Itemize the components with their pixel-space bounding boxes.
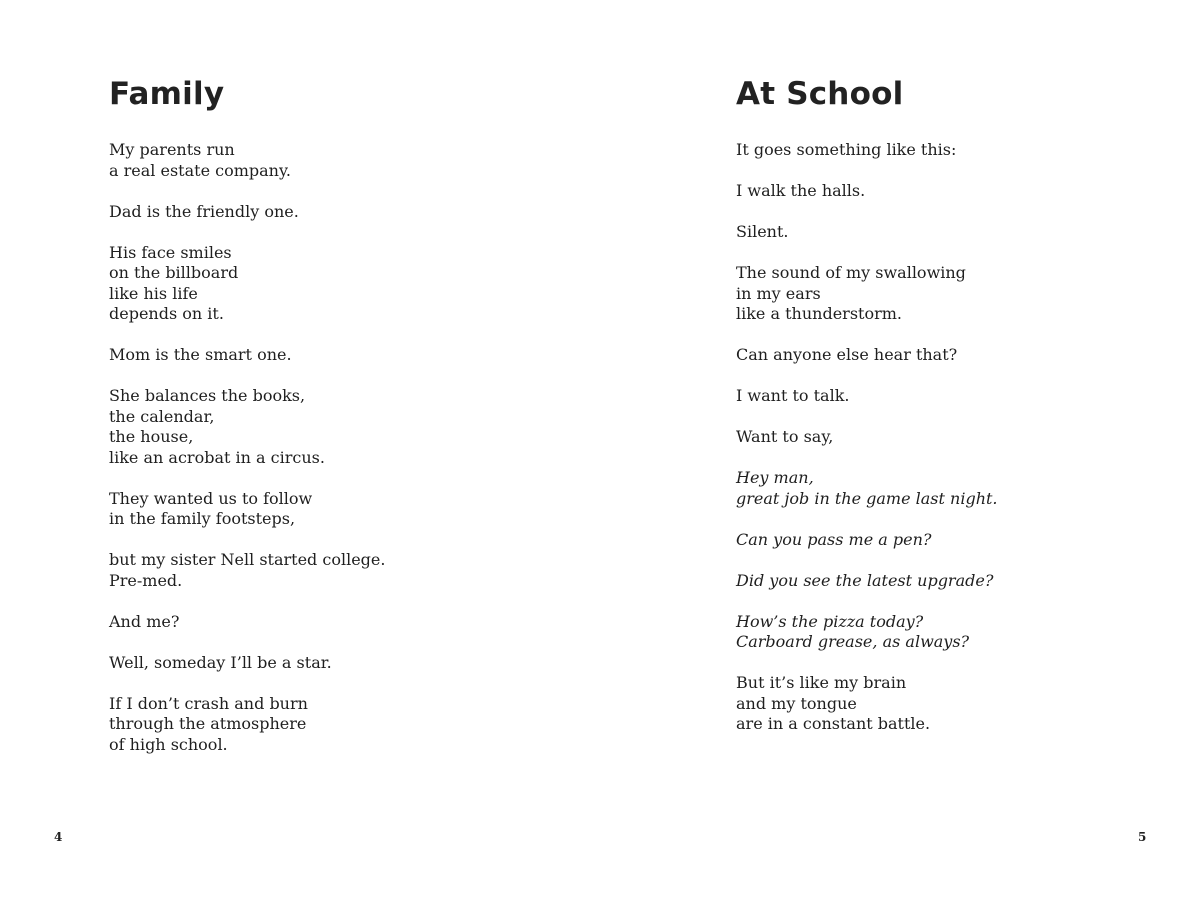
poem-line: Can anyone else hear that? <box>736 345 958 364</box>
stanza <box>736 386 998 407</box>
stanza <box>109 140 385 181</box>
stanza <box>736 345 998 366</box>
poem-line: Pre-med. <box>109 570 183 590</box>
poem-line: a real estate company. <box>109 160 291 180</box>
poem-line: and my tongue <box>736 693 857 713</box>
poem-title: At School <box>736 76 904 112</box>
poem-line: great job in the game last night. <box>736 488 998 508</box>
stanza <box>109 345 385 366</box>
poem-line: And me? <box>109 611 180 631</box>
poem-at-school <box>736 74 998 755</box>
stanza-italic <box>736 530 998 551</box>
stanza <box>736 673 998 735</box>
poem-title: Family <box>109 76 225 112</box>
stanza-italic <box>736 468 998 509</box>
poem-line: depends on it. <box>109 304 224 323</box>
poem-line: through the atmosphere <box>109 714 307 733</box>
poem-body <box>109 140 385 755</box>
stanza <box>736 140 998 161</box>
stanza <box>736 263 998 325</box>
poem-line: like his life <box>109 283 198 303</box>
poem-line: How’s the pizza today? <box>736 611 924 631</box>
poem-line: of high school. <box>109 734 228 754</box>
stanza <box>109 612 385 633</box>
poem-line: in the family footsteps, <box>109 509 296 528</box>
poem-line: But it’s like my brain <box>736 673 907 692</box>
poem-line: like a thunderstorm. <box>736 304 902 323</box>
poem-family <box>109 74 385 776</box>
poem-line: I walk the halls. <box>736 181 866 200</box>
poem-line: His face smiles <box>109 242 232 262</box>
poem-line: My parents run <box>109 140 235 159</box>
stanza <box>109 694 385 756</box>
stanza-italic <box>736 571 998 592</box>
stanza <box>109 550 385 591</box>
stanza <box>736 222 998 243</box>
poem-line: They wanted us to follow <box>109 488 313 508</box>
poem-line: Dad is the friendly one. <box>109 201 299 221</box>
stanza <box>736 181 998 202</box>
poem-line: on the billboard <box>109 263 239 282</box>
poem-line: If I don’t crash and burn <box>109 693 308 713</box>
page-number: 5 <box>1138 830 1147 844</box>
stanza <box>109 386 385 468</box>
poem-line: Did you see the latest upgrade? <box>736 570 994 590</box>
page-number: 4 <box>54 830 63 844</box>
stanza <box>109 489 385 530</box>
poem-line: She balances the books, <box>109 386 306 405</box>
stanza <box>736 427 998 448</box>
poem-line: the house, <box>109 427 194 446</box>
stanza-italic <box>736 612 998 653</box>
poem-line: Carboard grease, as always? <box>736 632 970 651</box>
poem-line: Hey man, <box>736 468 814 487</box>
poem-line: are in a constant battle. <box>736 714 931 733</box>
poem-line: Well, someday I’ll be a star. <box>109 652 332 672</box>
poem-line: Silent. <box>736 222 789 241</box>
poem-line: the calendar, <box>109 406 215 426</box>
poem-line: in my ears <box>736 283 821 303</box>
poem-line: The sound of my swallowing <box>736 263 966 282</box>
stanza <box>109 653 385 674</box>
poem-line: but my sister Nell started college. <box>109 550 386 569</box>
poem-line: like an acrobat in a circus. <box>109 447 325 467</box>
poem-line: Mom is the smart one. <box>109 345 292 364</box>
poem-body <box>736 140 998 735</box>
poem-line: It goes something like this: <box>736 140 957 159</box>
stanza <box>109 202 385 223</box>
poem-line: I want to talk. <box>736 386 850 405</box>
poem-line: Want to say, <box>736 427 834 446</box>
poem-line: Can you pass me a pen? <box>736 529 932 549</box>
right-page <box>600 0 1200 900</box>
stanza <box>109 243 385 325</box>
